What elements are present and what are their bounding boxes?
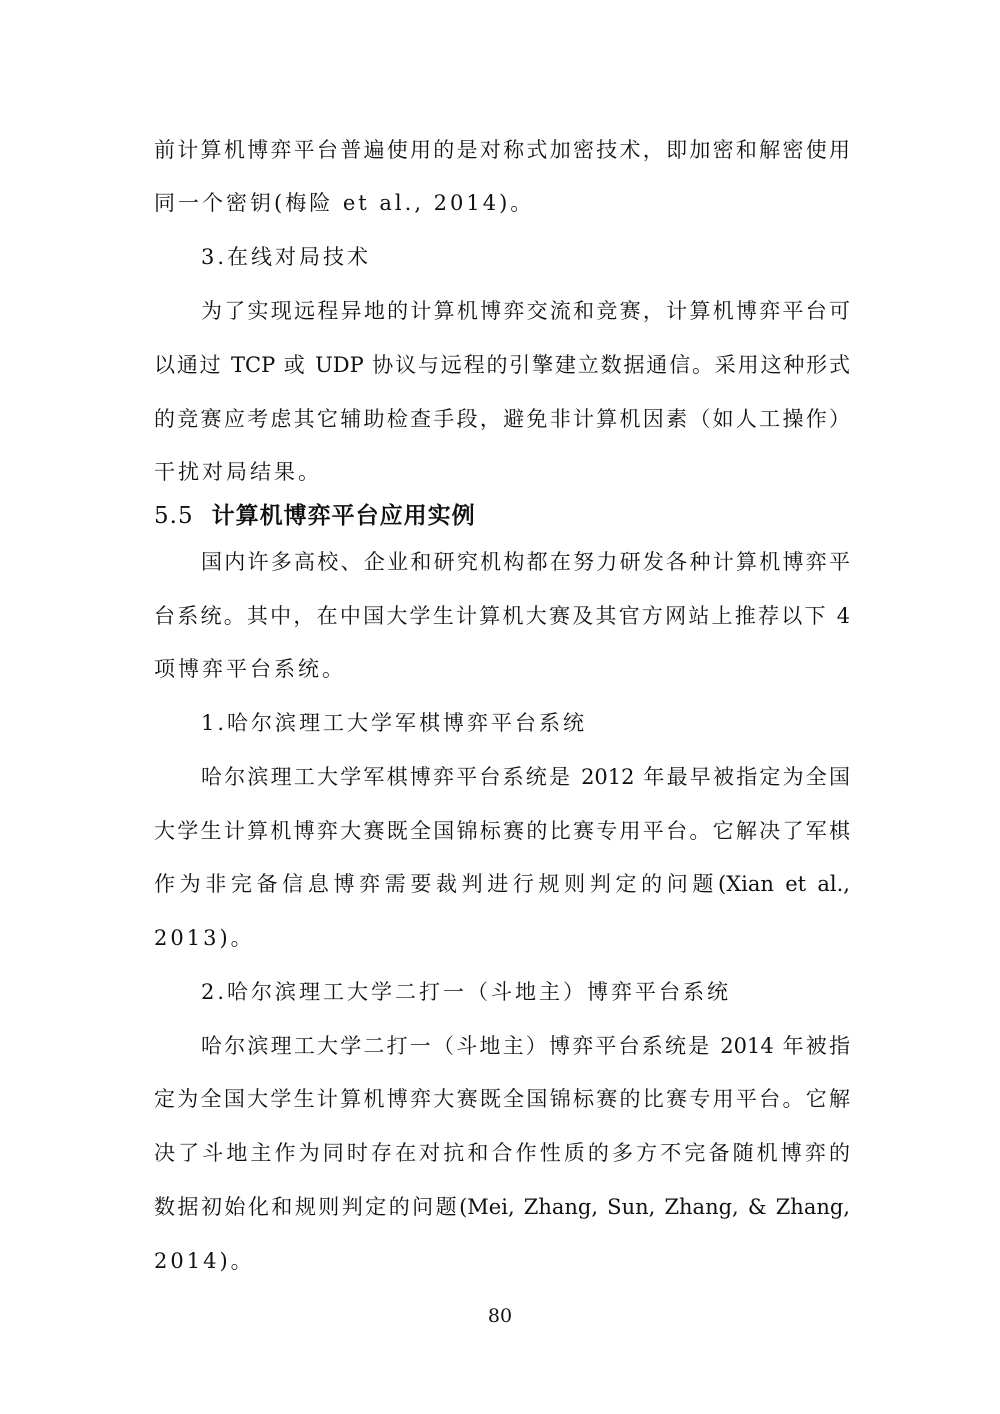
section-number: 5.5 [154,503,194,529]
body-text-line: 大学生计算机博弈大赛既全国锦标赛的比赛专用平台。它解决了军棋 [154,819,850,843]
body-text-line: 国内许多高校、企业和研究机构都在努力研发各种计算机博弈平 [201,550,850,574]
section-title: 计算机博弈平台应用实例 [211,503,476,529]
body-text-line: 干扰对局结果。 [154,460,322,484]
subsection-heading: 2.哈尔滨理工大学二打一（斗地主）博弈平台系统 [201,980,732,1004]
body-text-line: 数据初始化和规则判定的问题(Mei, Zhang, Sun, Zhang, & Zhang, [154,1195,850,1219]
body-text-line: 同一个密钥(梅险 et al., 2014)。 [154,191,535,215]
body-text-line: 作为非完备信息博弈需要裁判进行规则判定的问题(Xian et al., [154,872,850,896]
body-text-line: 定为全国大学生计算机博弈大赛既全国锦标赛的比赛专用平台。它解 [154,1087,850,1111]
subsection-heading: 1.哈尔滨理工大学军棋博弈平台系统 [201,711,588,735]
body-text-line: 哈尔滨理工大学二打一（斗地主）博弈平台系统是 2014 年被指 [201,1034,850,1058]
page-number: 80 [487,1305,513,1327]
body-text-line: 台系统。其中，在中国大学生计算机大赛及其官方网站上推荐以下 4 [154,604,850,628]
body-text-line: 2013)。 [154,926,255,950]
body-text-line: 项博弈平台系统。 [154,657,346,681]
subsection-heading: 3.在线对局技术 [201,245,372,269]
body-text-line: 哈尔滨理工大学军棋博弈平台系统是 2012 年最早被指定为全国 [201,765,850,789]
section-heading [154,499,850,533]
body-text-line: 前计算机博弈平台普遍使用的是对称式加密技术，即加密和解密使用 [154,138,850,162]
body-text-line: 决了斗地主作为同时存在对抗和合作性质的多方不完备随机博弈的 [154,1141,850,1165]
body-text-line: 的竞赛应考虑其它辅助检查手段，避免非计算机因素（如人工操作） [154,407,850,431]
body-text-line: 以通过 TCP 或 UDP 协议与远程的引擎建立数据通信。采用这种形式 [154,353,850,377]
body-text-line: 为了实现远程异地的计算机博弈交流和竞赛，计算机博弈平台可 [201,299,850,323]
body-text-line: 2014)。 [154,1249,255,1273]
